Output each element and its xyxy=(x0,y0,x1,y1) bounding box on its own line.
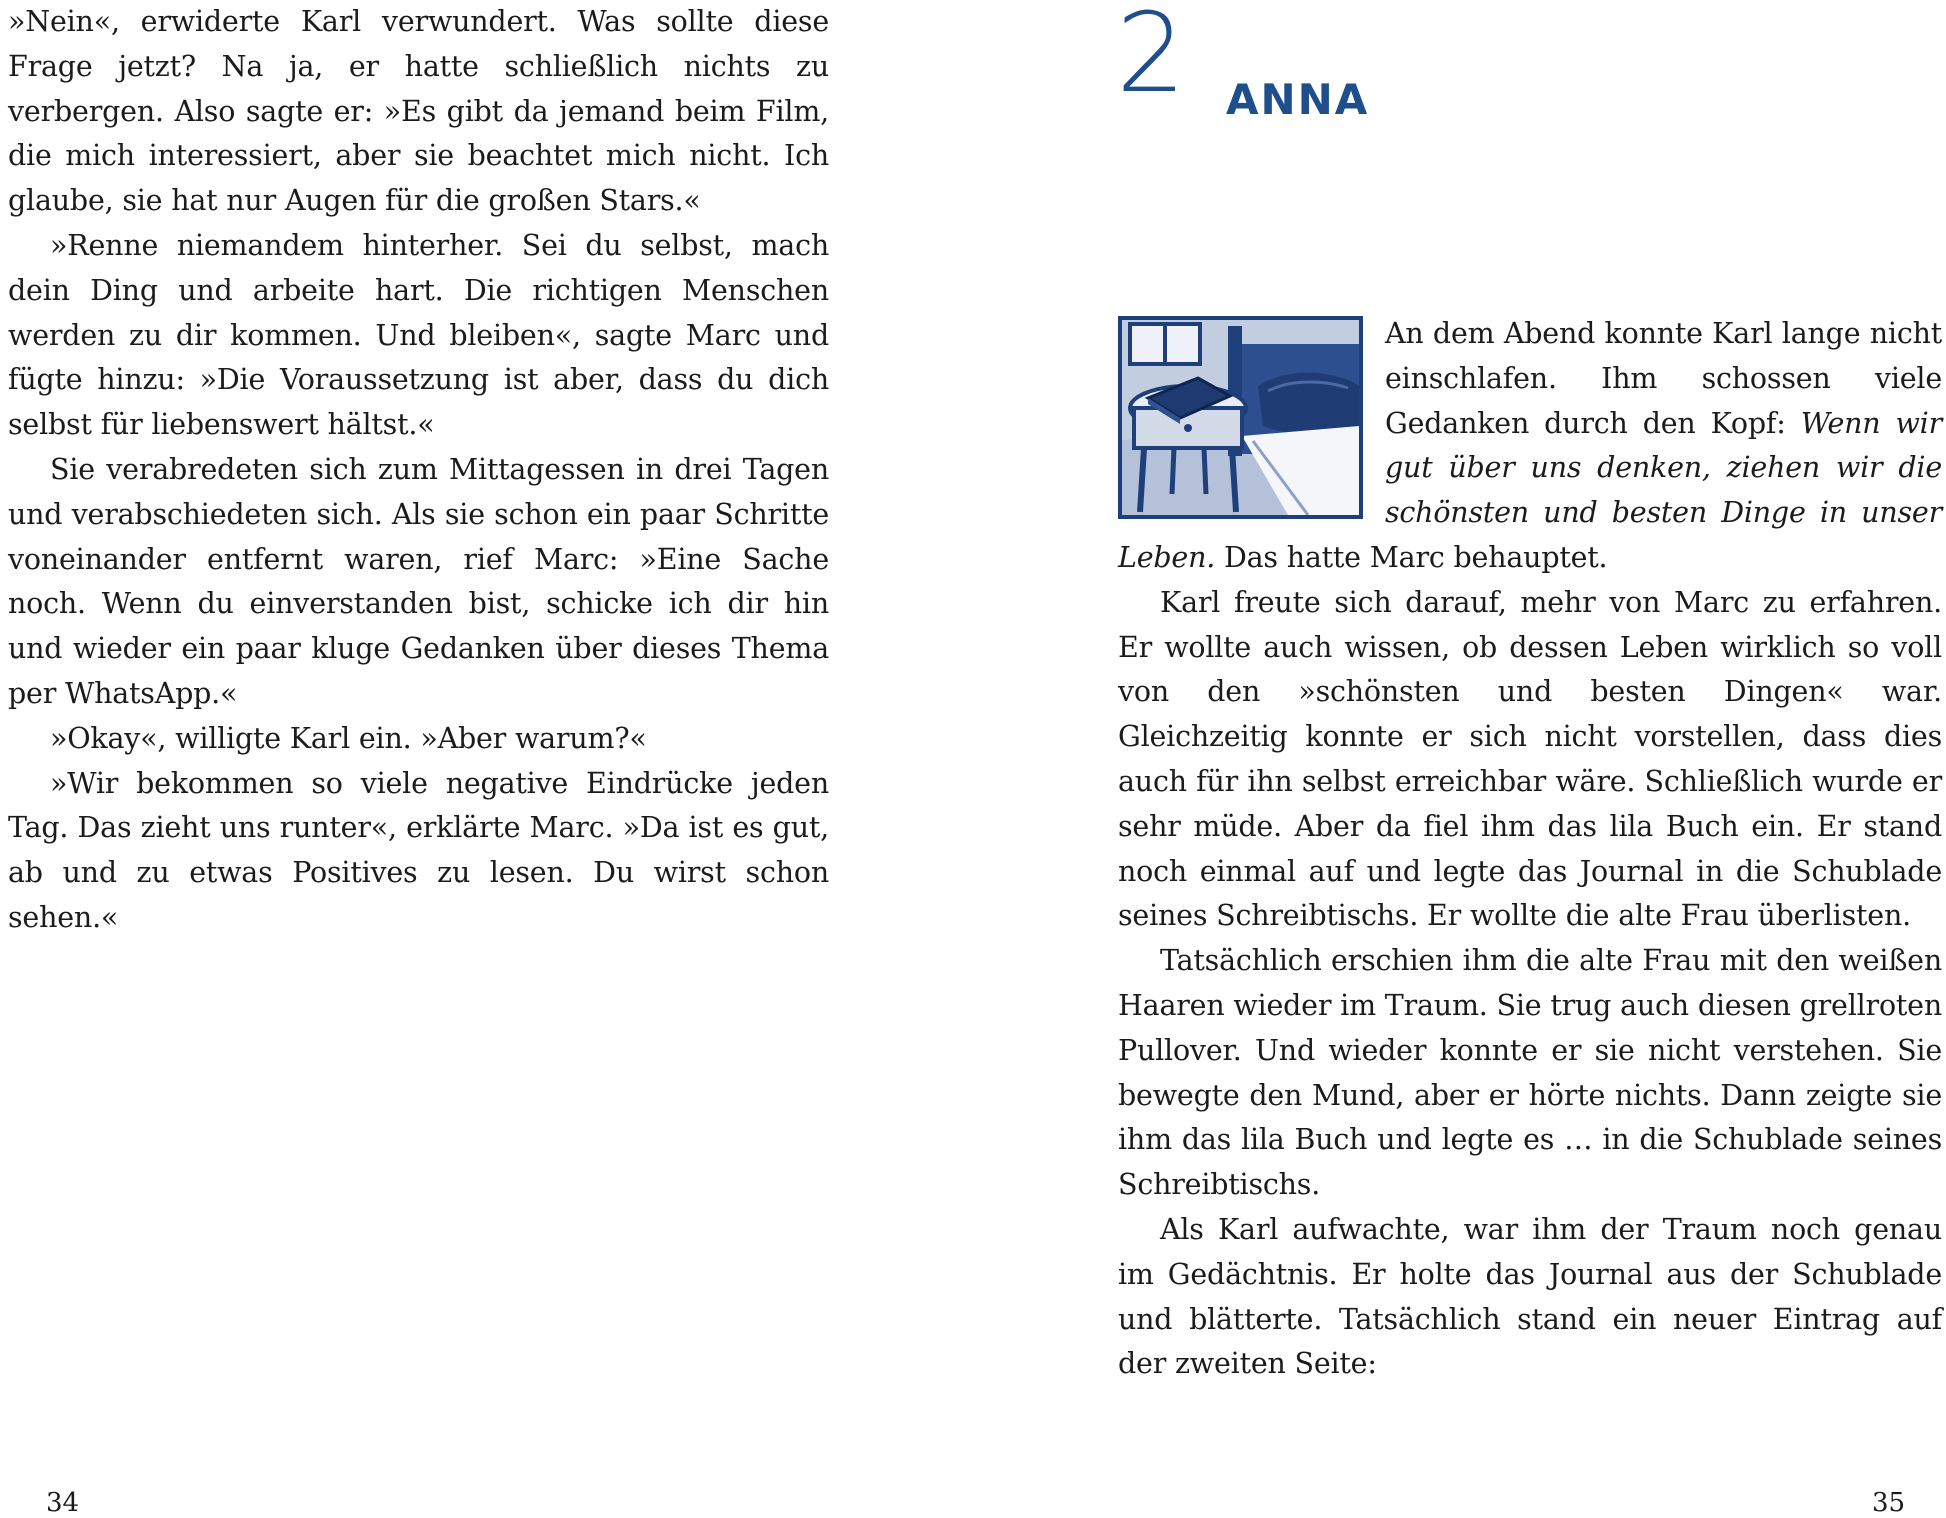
right-paragraph-1-tail: Das hatte Marc behauptet. xyxy=(1215,540,1608,574)
left-paragraph-5: »Wir bekommen so viele negative Eindrücke jeden Tag. Das zieht uns runter«, erklärte Marc. »Da ist es gut, ab und zu etwas Positives zu lesen. Du wirst schon sehen.« xyxy=(8,766,829,934)
bedroom-illustration xyxy=(1118,316,1363,519)
left-paragraph-1: »Nein«, erwiderte Karl verwundert. Was sollte diese Frage jetzt? Na ja, er hatte schließlich nichts zu verbergen. Also sagte er: »Es gibt da jemand beim Film, die mich interessiert, aber sie beachtet mich nicht. Ich glaube, sie hat nur Augen für die großen Stars.« xyxy=(8,5,829,218)
right-page-text xyxy=(1118,312,1942,1387)
right-paragraph-3: Tatsächlich erschien ihm die alte Frau mit den weißen Haaren wieder im Traum. Sie trug auch diesen grellroten Pullover. Und wieder konnte er sie nicht verstehen. Sie bewegte den Mund, aber er hörte nichts. Dann zeigte sie ihm das lila Buch und legte es … in die Schublade seines Schreibtischs. xyxy=(1118,944,1942,1202)
left-page-text xyxy=(8,0,829,941)
left-paragraph-3: Sie verabredeten sich zum Mittagessen in drei Tagen und verabschiedeten sich. Als sie schon ein paar Schritte voneinander entfernt waren, rief Marc: »Eine Sache noch. Wenn du einverstanden bist, schicke ich dir hin und wieder ein paar kluge Gedanken über dieses Thema per WhatsApp.« xyxy=(8,452,829,710)
right-paragraph-1-lead: An dem Abend konnte Karl lange nicht einschlafen. Ihm schossen viele Gedanken durch den Kopf: xyxy=(1385,317,1942,440)
right-paragraph-4: Als Karl aufwachte, war ihm der Traum noch genau im Gedächtnis. Er holte das Journal aus der Schublade und blätterte. Tatsächlich stand ein neuer Eintrag auf der zweiten Seite: xyxy=(1118,1212,1942,1381)
left-paragraph-2: »Renne niemandem hinterher. Sei du selbst, mach dein Ding und arbeite hart. Die richtigen Menschen werden zu dir kommen. Und bleiben«, sagte Marc und fügte hinzu: »Die Voraussetzung ist aber, dass du dich selbst für liebenswert hältst.« xyxy=(8,228,829,442)
page-number-left: 34 xyxy=(46,1488,80,1518)
chapter-number: 2 xyxy=(1116,0,1184,117)
right-paragraph-2: Karl freute sich darauf, mehr von Marc zu erfahren. Er wollte auch wissen, ob dessen Leben wirklich so voll von den »schönsten und besten Dingen« war. Gleichzeitig konnte er sich nicht vorstellen, dass dies auch für ihn selbst erreichbar wäre. Schließlich wurde er sehr müde. Aber da fiel ihm das lila Buch ein. Er stand noch einmal auf und legte das Journal in die Schublade seines Schreibtischs. Er wollte die alte Frau überlisten. xyxy=(1118,585,1942,933)
page-number-right: 35 xyxy=(1872,1488,1906,1518)
left-paragraph-4: »Okay«, willigte Karl ein. »Aber warum?« xyxy=(50,721,647,755)
chapter-title: ANNA xyxy=(1226,75,1370,124)
right-paragraph-1-italic: Wenn wir gut über uns denken, ziehen wir die schönsten und besten Dinge in unser Leben. xyxy=(1118,406,1942,574)
